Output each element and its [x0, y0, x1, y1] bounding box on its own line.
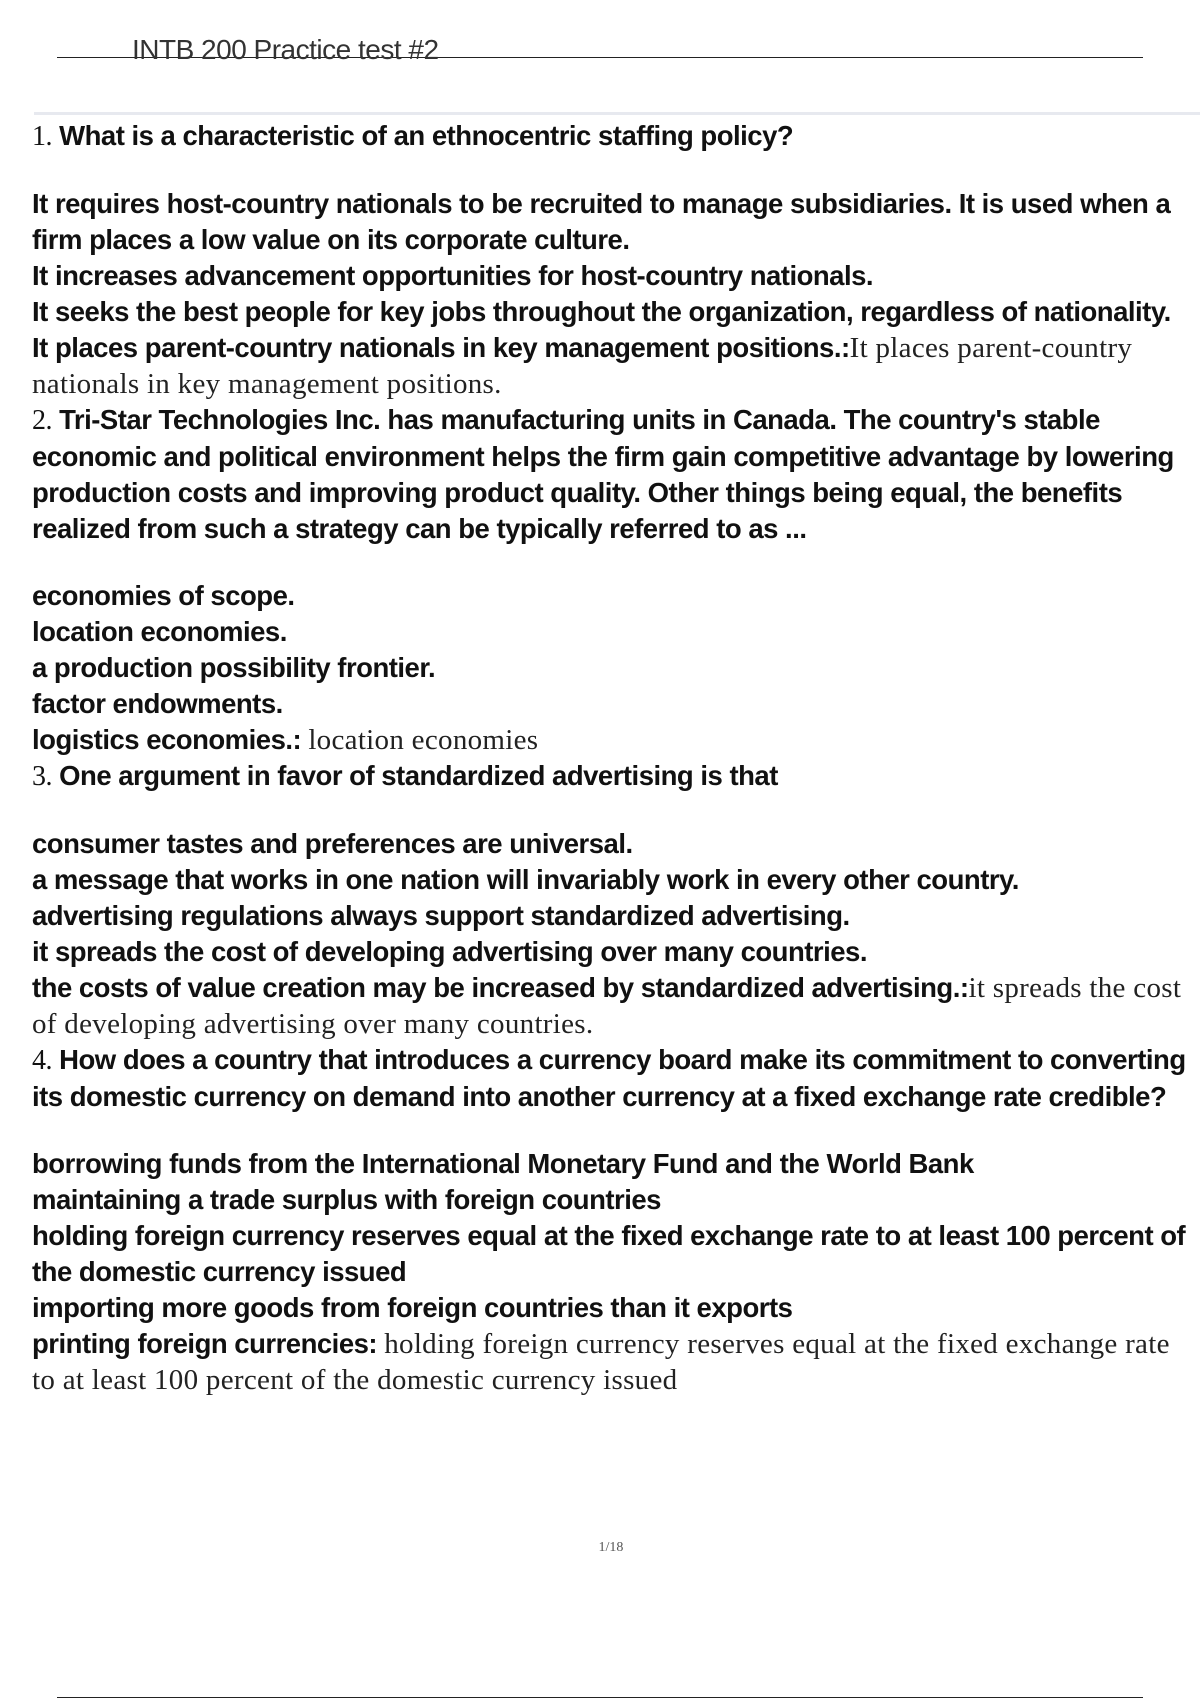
- option-2c: a production possibility frontier.: [32, 652, 436, 683]
- question-3: [32, 758, 1192, 795]
- question-4: [32, 1042, 1192, 1115]
- option-text: logistics economies.:: [32, 724, 302, 755]
- question-2: [32, 402, 1192, 547]
- option-1d: [32, 330, 1192, 402]
- answer-1: It places parent-country nationals in key management positions.: [32, 332, 1133, 400]
- option-4a: borrowing funds from the International Monetary Fund and the World Bank: [32, 1148, 974, 1179]
- option-text: the costs of value creation may be increased by standardized advertising.:: [32, 972, 969, 1003]
- question-text: Tri-Star Technologies Inc. has manufacturing units in Canada. The country's stable economic and political environment helps the firm gain competitive advantage by lowering production costs and improving product quality. Other things being equal, the benefits realized from such a strategy can be typically referred to as ...: [32, 404, 1174, 544]
- answer-4: holding foreign currency reserves equal at the fixed exchange rate to at least 100 percent of the domestic currency issued: [32, 1328, 1170, 1396]
- question-number: 2.: [32, 405, 52, 436]
- option-3c: advertising regulations always support standardized advertising.: [32, 900, 850, 931]
- page-number: 1/18: [598, 1540, 624, 1555]
- answer-3: it spreads the cost of developing advertising over many countries.: [32, 972, 1182, 1040]
- option-4e: [32, 1326, 1192, 1398]
- question-text: What is a characteristic of an ethnocentric staffing policy?: [59, 120, 794, 151]
- option-1b: It increases advancement opportunities for host-country nationals.: [32, 260, 874, 291]
- option-text: printing foreign currencies:: [32, 1328, 378, 1359]
- option-2b: location economies.: [32, 616, 287, 647]
- option-3a: consumer tastes and preferences are universal.: [32, 828, 633, 859]
- question-text: One argument in favor of standardized advertising is that: [59, 760, 778, 791]
- answer-2: location economies: [308, 724, 539, 756]
- document-body: [32, 118, 1192, 1398]
- option-4c: holding foreign currency reserves equal at the fixed exchange rate to at least 100 percent of the domestic currency issued: [32, 1220, 1186, 1287]
- option-3b: a message that works in one nation will invariably work in every other country.: [32, 864, 1019, 895]
- question-number: 4.: [32, 1045, 52, 1076]
- option-1a: It requires host-country nationals to be recruited to manage subsidiaries. It is used when a firm places a low value on its corporate culture.: [32, 188, 1171, 255]
- option-3d: it spreads the cost of developing advertising over many countries.: [32, 936, 867, 967]
- option-text: It places parent-country nationals in key management positions.:: [32, 332, 850, 363]
- option-4b: maintaining a trade surplus with foreign countries: [32, 1184, 661, 1215]
- option-2d: factor endowments.: [32, 688, 283, 719]
- question-number: 3.: [32, 761, 52, 792]
- header-shadow-divider: [34, 112, 1200, 115]
- footer-rule: [57, 1697, 1143, 1698]
- question-1: [32, 118, 1192, 155]
- option-4d: importing more goods from foreign countries than it exports: [32, 1292, 793, 1323]
- option-1c: It seeks the best people for key jobs throughout the organization, regardless of nationality.: [32, 296, 1171, 327]
- option-2e: [32, 722, 1192, 758]
- option-2a: economies of scope.: [32, 580, 295, 611]
- question-number: 1.: [32, 121, 52, 152]
- option-3e: [32, 970, 1192, 1042]
- document-title: INTB 200 Practice test #2: [132, 34, 439, 65]
- question-text: How does a country that introduces a currency board make its commitment to converting its domestic currency on demand into another currency at a fixed exchange rate credible?: [32, 1044, 1186, 1112]
